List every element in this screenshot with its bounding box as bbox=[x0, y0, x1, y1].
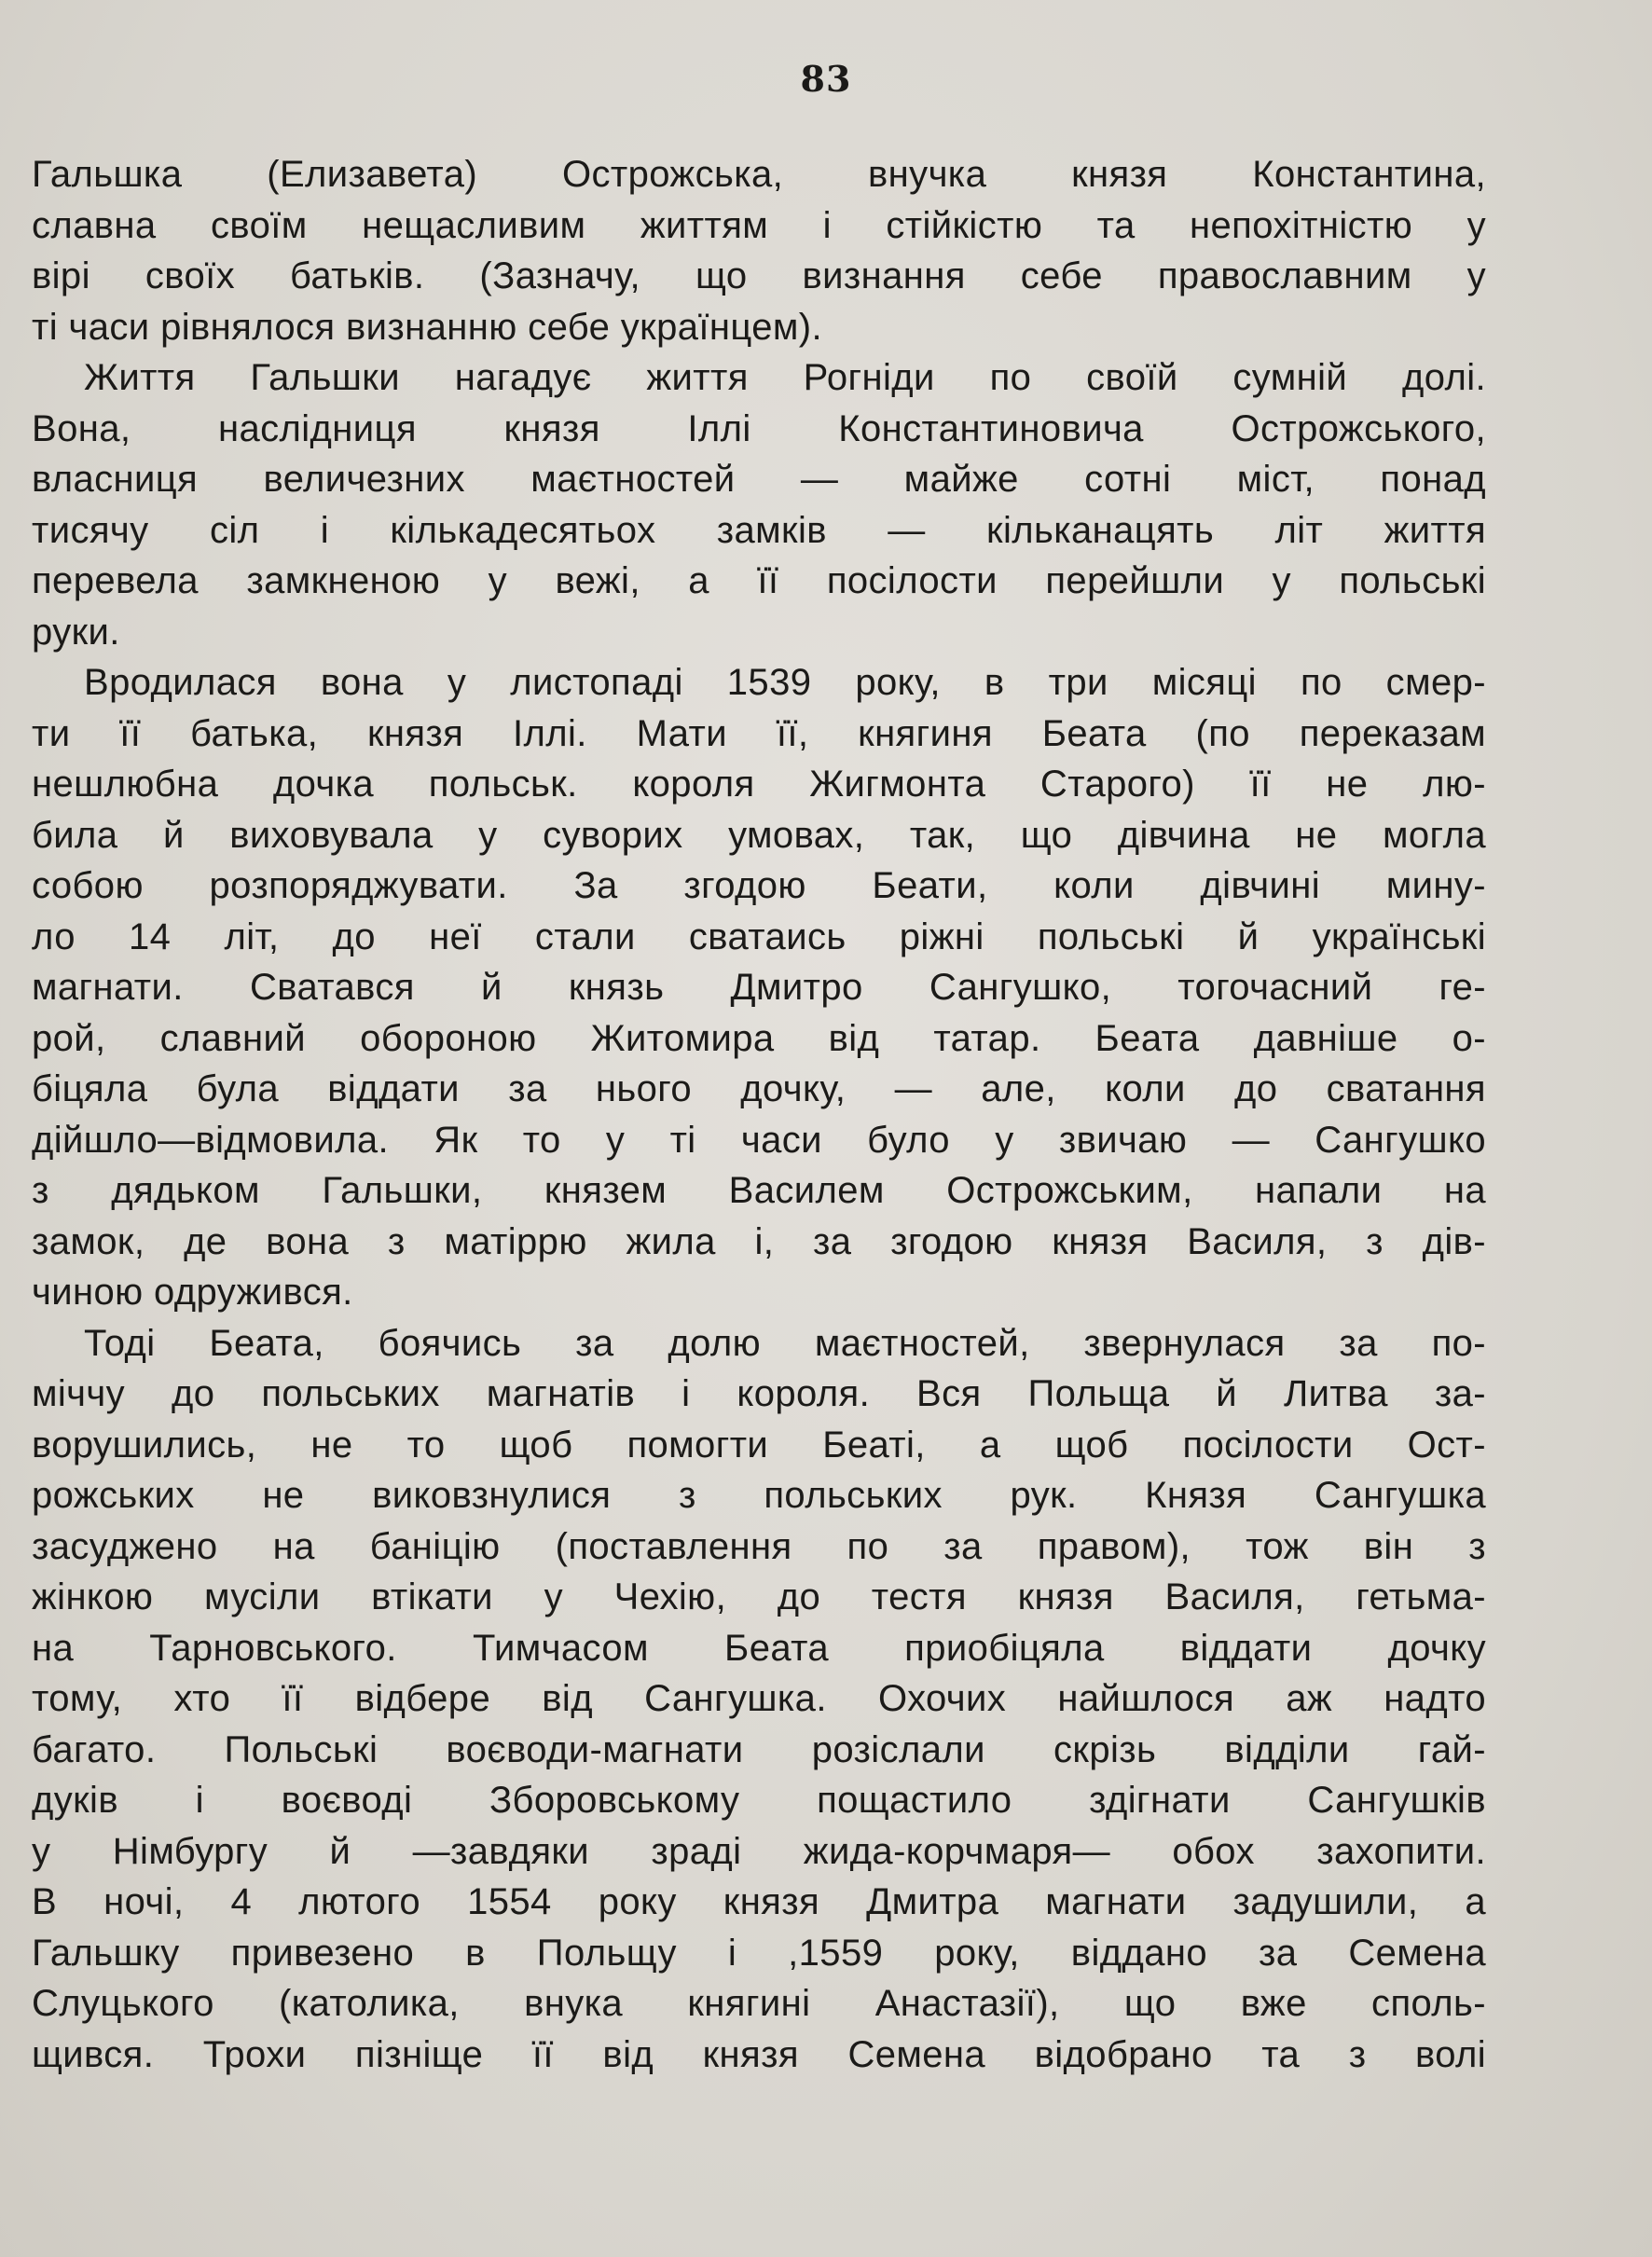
text-line: щився. Трохи пізніще її від князя Семена відобрано та з волі bbox=[32, 2033, 1486, 2075]
text-line: біцяла була віддати за нього дочку, — але, коли до сватання bbox=[32, 1068, 1486, 1109]
text-line: чиною одружився. bbox=[32, 1272, 353, 1313]
text-line: багато. Польські воєводи-магнати розіслали скрізь відділи гай- bbox=[32, 1728, 1486, 1770]
text-line: рой, славний обороною Житомира від татар. Беата давніше о- bbox=[32, 1017, 1486, 1059]
text-line: ворушились, не то щоб помогти Беаті, а щоб посілости Ост- bbox=[32, 1424, 1486, 1466]
text-line: Життя Гальшки нагадує життя Рогніди по своїй сумній долі. bbox=[84, 357, 1486, 398]
text-line: міччу до польських магнатів і короля. Вся Польща й Литва за- bbox=[32, 1373, 1486, 1414]
text-line: руки. bbox=[32, 611, 120, 653]
text-line: Гальшку привезено в Польщу і ,1559 року, віддано за Семена bbox=[32, 1932, 1486, 1974]
text-line: жінкою мусіли втікати у Чехію, до тестя князя Василя, гетьма- bbox=[32, 1576, 1486, 1617]
text-line: Гальшка (Елизавета) Острожська, внучка князя Константина, bbox=[32, 154, 1486, 195]
text-line: собою розпоряджувати. За згодою Беати, коли дівчині мину- bbox=[32, 865, 1486, 906]
text-line: дуків і воєводі Зборовському пощастило здігнати Сангушків bbox=[32, 1780, 1486, 1821]
text-line: тому, хто її відбере від Сангушка. Охочих найшлося аж надто bbox=[32, 1678, 1486, 1719]
body-text bbox=[32, 149, 1486, 2080]
text-line: з дядьком Гальшки, князем Василем Острожським, напали на bbox=[32, 1170, 1486, 1211]
text-line: тисячу сіл і кількадесятьох замків — кільканацять літ життя bbox=[32, 509, 1486, 551]
text-line: власниця величезних маєтностей — майже сотні міст, понад bbox=[32, 459, 1486, 500]
text-line: славна своїм нещасливим життям і стійкістю та непохітністю у bbox=[32, 204, 1486, 246]
text-line: Вродилася вона у листопаді 1539 року, в три місяці по смер- bbox=[84, 662, 1486, 703]
text-line: засуджено на баніцію (поставлення по за правом), тож він з bbox=[32, 1525, 1486, 1567]
text-line: Слуцького (католика, внука княгині Анастазії), що вже споль- bbox=[32, 1983, 1486, 2024]
text-line: замок, де вона з матіррю жила і, за згодою князя Василя, з дів- bbox=[32, 1220, 1486, 1262]
text-line: дійшло—відмовила. Як то у ті часи було у звичаю — Сангушко bbox=[32, 1119, 1486, 1161]
text-line: ті часи рівнялося визнанню себе українцем). bbox=[32, 306, 823, 348]
text-line: ло 14 літ, до неї стали сватаись ріжні польські й українські bbox=[32, 915, 1486, 957]
text-line: Вона, наслідниця князя Іллі Константиновича Острожського, bbox=[32, 407, 1486, 449]
text-line: у Німбургу й —завдяки зраді жида-корчмаря— обох захопити. bbox=[32, 1830, 1486, 1872]
text-line: рожських не виковзнулися з польських рук. Князя Сангушка bbox=[32, 1475, 1486, 1516]
text-line: вірі своїх батьків. (Зазначу, що визнання себе православним у bbox=[32, 255, 1486, 296]
text-line: Тоді Беата, боячись за долю маєтностей, звернулася за по- bbox=[84, 1322, 1486, 1364]
text-line: нешлюбна дочка польськ. короля Жигмонта Старого) її не лю- bbox=[32, 764, 1486, 805]
text-line: перевела замкненою у вежі, а її посілости перейшли у польські bbox=[32, 560, 1486, 601]
text-line: на Тарновського. Тимчасом Беата приобіцяла віддати дочку bbox=[32, 1627, 1486, 1669]
text-line: В ночі, 4 лютого 1554 року князя Дмитра магнати задушили, а bbox=[32, 1881, 1486, 1922]
text-line: ти її батька, князя Іллі. Мати її, княгиня Беата (по переказам bbox=[32, 712, 1486, 754]
text-line: била й виховувала у суворих умовах, так, що дівчина не могла bbox=[32, 814, 1486, 856]
text-line: магнати. Сватався й князь Дмитро Сангушко, тогочасний ге- bbox=[32, 967, 1486, 1008]
page-number: 83 bbox=[800, 58, 852, 100]
